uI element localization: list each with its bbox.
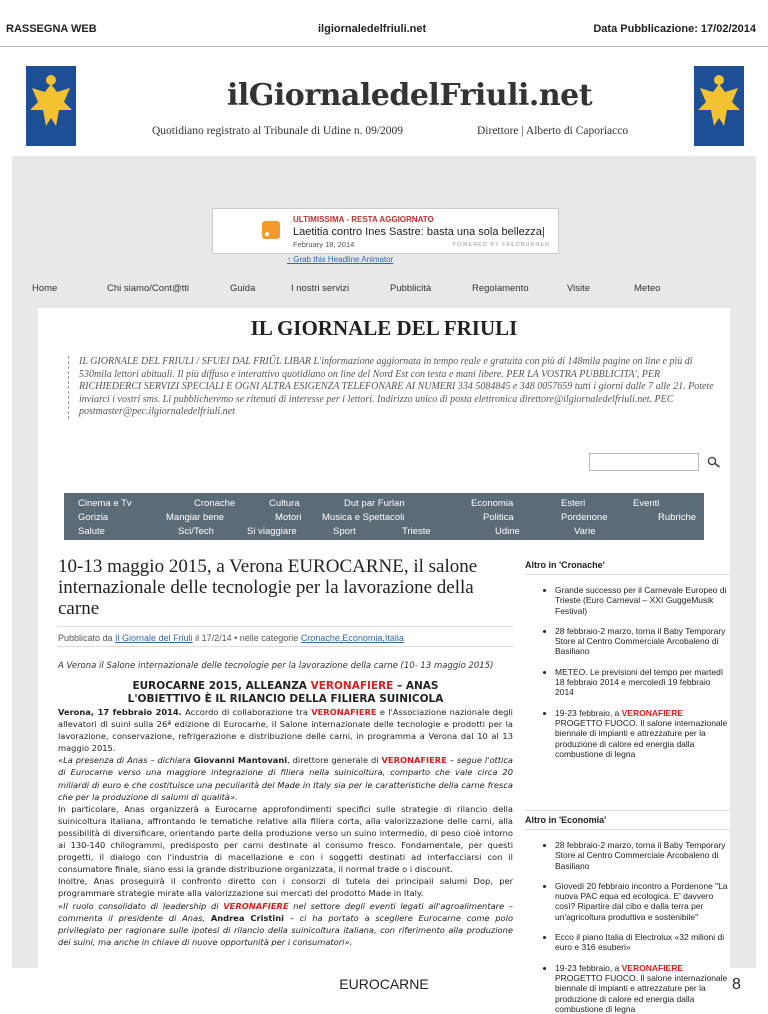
nav-item-guida[interactable]: Guida xyxy=(230,283,256,294)
category-salute[interactable]: Salute xyxy=(78,526,105,537)
category-motori[interactable]: Motori xyxy=(275,512,302,523)
text-run: , direttore generale di xyxy=(287,755,382,766)
source-domain: ilgiornaledelfriuli.net xyxy=(318,23,427,35)
article-title: 10-13 maggio 2015, a Verona EUROCARNE, il salone internazionale delle tecnologie per la lavorazione della carne xyxy=(58,556,478,619)
category-navigation xyxy=(64,493,704,540)
text-run: «La presenza di Anas – dichiara xyxy=(58,755,194,766)
page-number: 8 xyxy=(732,976,741,993)
category-viaggiare[interactable]: Si viaggiare xyxy=(247,526,297,537)
nav-item-chi-siamo[interactable]: Chi siamo/Cont@tti xyxy=(107,283,189,294)
paragraph xyxy=(58,706,513,754)
sidebar-link[interactable]: • Grande successo per il Carnevale Europeo di Trieste (Euro Carneval – XXI GuggeMusik Festival) xyxy=(555,585,730,616)
category-cinema[interactable]: Cinema e Tv xyxy=(78,498,132,509)
category-scitech[interactable]: Sci/Tech xyxy=(178,526,214,537)
article-meta xyxy=(58,633,518,643)
page-footer xyxy=(0,968,768,994)
article-subtitle: A Verona il Salone internazionale delle tecnologie per la lavorazione della carne (10- 13 maggio 2015) xyxy=(58,661,494,671)
category-pordenone[interactable]: Pordenone xyxy=(561,512,608,523)
nav-item-visite[interactable]: Visite xyxy=(567,283,591,294)
brand-mention: VERONAFIERE xyxy=(381,755,447,766)
text-run: – ci ha portato a scegliere Eurocarne come polo privilegiato per ragionare sulle ipotesi di rilancio della suinicoltura italiana, con riferimento alla produzione dei suini, ma anche in chiave di nuove opportunità per i consumatori». xyxy=(58,912,514,947)
category-politica[interactable]: Politica xyxy=(483,512,514,523)
text-run: PROGETTO FUOCO. Il salone internazionale biennale di impianti e attrezzature per la produzione di calore ed energia dalla combustione di legna xyxy=(555,972,728,1014)
feed-date: February 18, 2014 xyxy=(293,240,355,249)
sidebar-heading: Altro in 'Cronache' xyxy=(525,556,730,575)
article-body xyxy=(58,706,513,948)
sidebar-link[interactable] xyxy=(555,708,730,759)
nav-item-pubblicita[interactable]: Pubblicità xyxy=(390,283,432,294)
text-run: «Il ruolo consolidato di leadership di xyxy=(58,900,224,911)
nav-item-meteo[interactable]: Meteo xyxy=(634,283,661,294)
brand-mention: VERONAFIERE xyxy=(311,707,377,717)
main-title: IL GIORNALE DEL FRIULI xyxy=(250,316,518,340)
text-run: e l'Associazione nazionale degli allevatori di suini sulla 26ª edizione di Eurocarne, il Salone internazionale delle tecnologie e prodotti per la lavorazione, conservazione, refrigerazione e distribuzione delle carni, in programma a Verona dal 10 al 13 maggio 2015. xyxy=(58,707,513,754)
meta-mid: il 17/2/14 • nelle categorie xyxy=(192,633,301,643)
nav-item-regolamento[interactable]: Regolamento xyxy=(472,283,529,294)
brand-mention: VERONAFIERE xyxy=(621,962,684,973)
feed-powered-by: POWERED BY FEEDBURNER xyxy=(452,242,550,248)
main-content xyxy=(38,308,730,1014)
divider xyxy=(58,646,513,647)
category-economia[interactable]: Economia xyxy=(471,498,514,509)
sidebar-link[interactable]: • 28 febbraio-2 marzo, torna il Baby Temporary Store al Centro Commerciale Arcobaleno di Basiliano xyxy=(555,626,730,657)
meta-prefix: Pubblicato da xyxy=(58,633,116,643)
text-run: – segue l'ottica di Eurocarne verso una maggiore integrazione di filiera nella suinicoltura, comparto che vale circa 20 miliardi di euro e che costituisce una peculiarità del Made in Italy sia per le caratteristiche della carne fresca che per la produzione di salumi di qualità». xyxy=(58,755,513,802)
category-links[interactable]: Cronache,Economia,Italia xyxy=(300,633,404,643)
search-input[interactable] xyxy=(589,453,699,471)
site-title-text: ilGiornaledelFriuli.net xyxy=(227,78,593,113)
category-cronache[interactable]: Cronache xyxy=(194,498,236,509)
site-intro: IL GIORNALE DEL FRIULI / SFUEI DAL FRIÛL LIBAR L'informazione aggiornata in tempo reale e gratuita con più di 148mila pagine on line e più di 530mila lettori abituali. Il più diffuso e interattivo quotidiano on line del Nord Est con testa e mani libere. PER LA VOSTRA PUBBLICITA', PER RICHIEDERCI SERVIZI SPECIALI E OGNI ALTRA ESIGENZA TELEFONARE AI NUMERI 334 5084845 e 348 0057659 tutti i giorni dalle 7 alle 21. Potete inviarci i vostri sms. Li pubblicheremo se ritenuti di interesse per i lettori. Indirizzo unico di posta elettronica direttore@ilgiornaledelfriuli.net. PEC postmaster@pec.ilgiornaledelfriuli.net xyxy=(68,356,719,419)
paragraph xyxy=(58,754,513,802)
sidebar-link[interactable]: • Giovedì 20 febbraio incontro a Pordenone "La nuova PAC equa ed ecologica. E' davvero così? Ripartire dal cibo e dalla terra per un'agricoltura produttiva e sostenibile" xyxy=(555,881,730,922)
paragraph xyxy=(58,900,513,948)
text-run: nel settore degli eventi legati all'agroalimentare – commenta il presidente di Anas, xyxy=(58,900,513,923)
category-udine[interactable]: Udine xyxy=(495,526,520,537)
category-gorizia[interactable]: Gorizia xyxy=(78,512,109,523)
sidebar-cronache xyxy=(525,556,730,759)
sidebar-link[interactable]: • METEO. Le previsioni del tempo per martedì 18 febbraio 2014 e mercoledì 19 febbraio 2014 xyxy=(555,667,730,698)
nav-item-servizi[interactable]: I nostri servizi xyxy=(291,283,350,294)
category-esteri[interactable]: Esteri xyxy=(561,498,586,509)
text-run: PROGETTO FUOCO. Il salone internazionale biennale di impianti e attrezzature per la produzione di calore ed energia dalla combustione di legna xyxy=(555,717,728,759)
headline-part: – ANAS xyxy=(393,680,439,692)
press-review-bar xyxy=(0,0,768,47)
divider xyxy=(58,626,513,627)
dateline: Verona, 17 febbraio 2014. xyxy=(58,707,182,717)
paragraph: In particolare, Anas organizzerà a Eurocarne approfondimenti specifici sulle strategie di rilancio della suinicoltura italiana, affrontando le tematiche relative alla filiera corta, alla valorizzazione delle carni, alla possibilità di diversificare, orientando parte della produzione verso un suino intermedio, di peso cioè intorno ai 130-140 chilogrammi, predisposto per carni destinate al consumo fresco. Fondamentale, per questi progetti, il dialogo con l'industria di macellazione e con i soggetti destinati ad interfacciarsi con il consumatore finale, siano essi la grande distribuzione organizzata, il normal trade o i discount. xyxy=(58,803,513,875)
search-icon[interactable] xyxy=(707,456,721,468)
feed-kicker: ULTIMISSIMA - RESTA AGGIORNATO xyxy=(293,215,434,224)
friuli-eagle-logo xyxy=(26,66,76,146)
category-musica[interactable]: Musica e Spettacoli xyxy=(322,512,405,523)
rss-icon xyxy=(262,221,280,239)
grab-animator-link[interactable]: ↑ Grab this Headline Animator xyxy=(287,255,394,264)
site-title[interactable] xyxy=(227,78,592,113)
nav-item-home[interactable]: Home xyxy=(32,283,58,294)
sidebar-link[interactable]: • Ecco il piano Italia di Electrolux «32 milioni di euro e 316 esuberi» xyxy=(555,932,730,953)
site-header xyxy=(12,48,756,156)
text-run: 19-23 febbraio, a xyxy=(555,707,622,718)
brand-mention: VERONAFIERE xyxy=(223,900,289,911)
brand-mention: VERONAFIERE xyxy=(621,707,684,718)
text-run: 19-23 febbraio, a xyxy=(555,962,622,973)
person-name: Andrea Cristini xyxy=(210,912,284,923)
article-headline xyxy=(58,680,513,706)
headline-line2: L'OBIETTIVO È IL RILANCIO DELLA FILIERA SUINICOLA xyxy=(127,693,444,705)
friuli-eagle-logo xyxy=(694,66,744,146)
sidebar-link[interactable]: • 28 febbraio-2 marzo, torna il Baby Temporary Store al Centro Commerciale Arcobaleno di Basiliano xyxy=(555,840,730,871)
publication-date: Data Pubblicazione: 17/02/2014 xyxy=(593,23,756,35)
site-director: Direttore | Alberto di Caporiacco xyxy=(477,125,629,137)
headline-brand: VERONAFIERE xyxy=(310,680,394,692)
sidebar-heading: Altro in 'Economia' xyxy=(525,811,730,830)
press-review-label: RASSEGNA WEB xyxy=(6,23,97,35)
category-eventi[interactable]: Eventi xyxy=(633,498,660,509)
publication-name: EUROCARNE xyxy=(339,976,429,992)
webpage-capture xyxy=(12,48,756,1014)
paragraph: Inoltre, Anas proseguirà il confronto diretto con i consorzi di tutela dei principali salumi Dop, per programmare strategie mirate alla valorizzazione sui mercati del prodotto Made in Italy. xyxy=(58,876,513,899)
site-tagline: Quotidiano registrato al Tribunale di Udine n. 09/2009 xyxy=(152,125,404,137)
category-varie[interactable]: Varie xyxy=(574,526,596,537)
category-mangiar-bene[interactable]: Mangiar bene xyxy=(166,512,225,523)
category-rubriche[interactable]: Rubriche xyxy=(658,512,697,523)
person-name: Giovanni Mantovani xyxy=(193,755,288,766)
headline-animator[interactable] xyxy=(212,208,559,254)
text-run: Accordo di collaborazione tra xyxy=(181,707,312,717)
category-cultura[interactable]: Cultura xyxy=(269,498,300,509)
top-navigation xyxy=(12,276,756,300)
feed-headline[interactable]: Laetitia contro Ines Sastre: basta una sola bellezza| xyxy=(293,226,545,238)
category-trieste[interactable]: Trieste xyxy=(402,526,431,537)
author-link[interactable]: Il Giornale del Friuli xyxy=(115,633,193,643)
category-sport[interactable]: Sport xyxy=(333,526,356,537)
headline-part: EUROCARNE 2015, ALLEANZA xyxy=(132,680,311,692)
category-dut-par-furlan[interactable]: Dut par Furlan xyxy=(344,498,405,509)
